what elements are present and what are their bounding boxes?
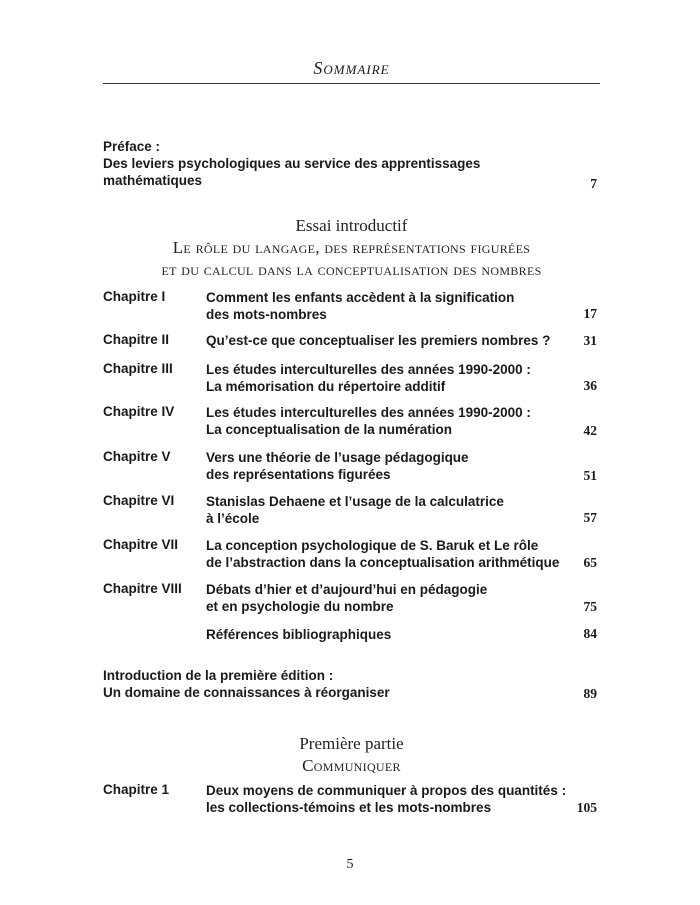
chapter-title — [206, 361, 531, 395]
chapter-title — [206, 581, 487, 615]
chapter-title-line2: les collections-témoins et les mots-nombres — [206, 800, 492, 815]
essai-title-line2: et du calcul dans la conceptualisation des nombres — [161, 260, 542, 279]
chapter-title — [206, 782, 566, 816]
chapter-title-line1: La conception psychologique de S. Baruk et Le rôle — [206, 538, 539, 553]
chapter-title-line2: des représentations figurées — [206, 467, 391, 482]
chapter-label: Chapitre VII — [103, 537, 179, 552]
references-entry — [206, 626, 391, 643]
chapter-title-line1: Qu’est-ce que conceptualiser les premiers nombres ? — [206, 333, 551, 348]
chapter-title-line1: Deux moyens de communiquer à propos des quantités : — [206, 783, 567, 798]
preface-label: Préface : — [103, 139, 161, 154]
preface-page-number: 7 — [590, 176, 597, 191]
preface-title-line1: Des leviers psychologiques au service des apprentissages — [103, 156, 481, 171]
chapter-title-line2: des mots-nombres — [206, 307, 327, 322]
essai-subtitle: Essai introductif — [295, 216, 408, 235]
chapter-page-number: 105 — [576, 800, 597, 815]
chapter-label: Chapitre VI — [103, 493, 175, 508]
chapter-title-line2: de l’abstraction dans la conceptualisation arithmétique — [206, 555, 560, 570]
chapter-title-line1: Les études interculturelles des années 1990-2000 : — [206, 405, 531, 420]
chapter-page-number: 36 — [583, 378, 597, 393]
chapter-page-number: 57 — [583, 510, 597, 525]
chapter-title — [206, 404, 531, 438]
chapter-title-line1: Débats d’hier et d’aujourd’hui en pédagogie — [206, 582, 488, 597]
chapter-title-line1: Stanislas Dehaene et l’usage de la calculatrice — [206, 494, 504, 509]
chapter-title — [206, 537, 559, 571]
chapter-title-line2: et en psychologie du nombre — [206, 599, 394, 614]
partie1-subtitle: Première partie — [299, 734, 404, 753]
intro-edition-entry — [103, 667, 390, 701]
preface-title-line2: mathématiques — [103, 173, 203, 188]
essai-title-line1: Le rôle du langage, des représentations figurées — [172, 238, 531, 257]
references-page-number: 84 — [583, 626, 597, 641]
chapter-label: Chapitre IV — [103, 404, 175, 419]
chapter-label: Chapitre 1 — [103, 782, 170, 797]
chapter-title-line2: La mémorisation du répertoire additif — [206, 379, 446, 394]
intro-edition-line1: Introduction de la première édition : — [103, 668, 334, 683]
page-header-title: Sommaire — [313, 58, 390, 78]
chapter-page-number: 31 — [583, 333, 597, 348]
folio-page-number: 5 — [346, 857, 354, 872]
chapter-page-number: 65 — [583, 555, 597, 570]
partie1-title: Communiquer — [302, 756, 401, 775]
intro-edition-page-number: 89 — [583, 686, 597, 701]
header-rule — [103, 83, 600, 84]
chapter-title-line1: Les études interculturelles des années 1990-2000 : — [206, 362, 531, 377]
chapter-page-number: 17 — [583, 306, 597, 321]
chapter-title — [206, 332, 550, 349]
chapter-title-line2: à l’école — [206, 511, 260, 526]
chapter-title-line1: Vers une théorie de l’usage pédagogique — [206, 450, 469, 465]
preface-entry — [103, 138, 480, 189]
chapter-page-number: 51 — [583, 468, 597, 483]
chapter-label: Chapitre V — [103, 449, 171, 464]
intro-edition-line2: Un domaine de connaissances à réorganiser — [103, 685, 390, 700]
essai-heading — [103, 215, 600, 281]
chapter-title — [206, 493, 504, 527]
chapter-page-number: 42 — [583, 423, 597, 438]
chapter-title-line1: Comment les enfants accèdent à la signification — [206, 290, 515, 305]
chapter-label: Chapitre VIII — [103, 581, 182, 596]
chapter-label: Chapitre III — [103, 361, 173, 376]
chapter-title — [206, 289, 514, 323]
chapter-label: Chapitre II — [103, 332, 170, 347]
references-label: Références bibliographiques — [206, 627, 392, 642]
chapter-title-line2: La conceptualisation de la numération — [206, 422, 453, 437]
chapter-page-number: 75 — [583, 599, 597, 614]
chapter-title — [206, 449, 469, 483]
partie1-heading — [103, 733, 600, 777]
chapter-label: Chapitre I — [103, 289, 166, 304]
